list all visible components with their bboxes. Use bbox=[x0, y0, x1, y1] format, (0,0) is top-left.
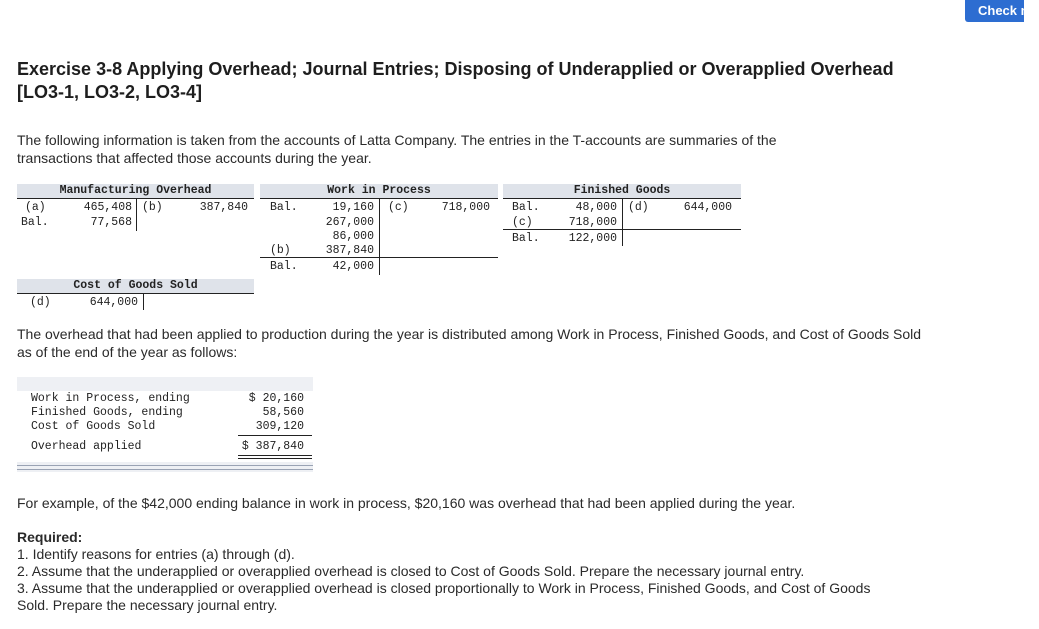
debit-amount: 19,160 bbox=[332, 201, 374, 214]
entry-label: (b) bbox=[270, 244, 291, 257]
entry-label: (b) bbox=[142, 201, 163, 214]
intro-text: The following information is taken from the accounts of Latta Company. The entries in the T-accounts are summaries of the transactions that affected those accounts during the year. bbox=[17, 132, 777, 166]
page-title: Exercise 3-8 Applying Overhead; Journal Entries; Disposing of Underapplied or Overapplied Overhead [LO3-1, LO3-2, LO3-4] bbox=[17, 59, 894, 102]
debit-amount: 267,000 bbox=[325, 216, 374, 229]
entry-label: Bal. bbox=[21, 216, 49, 229]
required-item: 3. Assume that the underapplied or overapplied overhead is closed proportionally to Work in Process, Finished Goods, and Cost of Goods Sold. Prepare the necessary journal entry. bbox=[17, 580, 871, 613]
table-total-amount: $ 387,840 bbox=[241, 440, 304, 453]
debit-amount: 86,000 bbox=[332, 230, 374, 243]
table-row-amount: 58,560 bbox=[262, 406, 304, 419]
table-row-amount: $ 20,160 bbox=[248, 392, 304, 405]
table-row-label: Finished Goods, ending bbox=[31, 406, 183, 419]
debit-amount: 387,840 bbox=[325, 244, 374, 257]
required-item: 2. Assume that the underapplied or overapplied overhead is closed to Cost of Goods Sold. Prepare the necessary journal entry. bbox=[17, 563, 805, 579]
debit-amount: 77,568 bbox=[90, 216, 132, 229]
credit-amount: 644,000 bbox=[683, 201, 732, 214]
distribution-text: The overhead that had been applied to production during the year is distributed among Work in Process, Finished Goods, and Cost of Goods Sold as of the end of the year as follows: bbox=[17, 326, 922, 360]
debit-amount: 122,000 bbox=[568, 232, 617, 245]
required-item: 1. Identify reasons for entries (a) through (d). bbox=[17, 546, 295, 562]
account-title: Cost of Goods Sold bbox=[73, 279, 198, 292]
entry-label: (d) bbox=[30, 296, 51, 309]
account-title: Manufacturing Overhead bbox=[59, 184, 212, 197]
table-total-label: Overhead applied bbox=[31, 440, 142, 453]
entry-label: Bal. bbox=[270, 260, 298, 273]
example-text: For example, of the $42,000 ending balance in work in process, $20,160 was overhead that had been applied during the year. bbox=[17, 495, 796, 511]
table-row-label: Cost of Goods Sold bbox=[31, 420, 156, 433]
entry-label: Bal. bbox=[512, 201, 540, 214]
debit-amount: 42,000 bbox=[332, 260, 374, 273]
entry-label: Bal. bbox=[512, 232, 540, 245]
entry-label: (d) bbox=[628, 201, 649, 214]
debit-amount: 48,000 bbox=[575, 201, 617, 214]
table-row-amount: 309,120 bbox=[255, 420, 304, 433]
required-heading: Required: bbox=[17, 529, 83, 545]
check-my-work-button[interactable]: Check my bbox=[965, 0, 1024, 22]
account-title: Finished Goods bbox=[573, 184, 671, 197]
debit-amount: 465,408 bbox=[83, 201, 132, 214]
entry-label: (c) bbox=[512, 216, 533, 229]
entry-label: (c) bbox=[388, 201, 409, 214]
credit-amount: 718,000 bbox=[441, 201, 490, 214]
entry-label: (a) bbox=[25, 201, 46, 214]
debit-amount: 718,000 bbox=[568, 216, 617, 229]
debit-amount: 644,000 bbox=[89, 296, 138, 309]
entry-label: Bal. bbox=[270, 201, 298, 214]
table-row-label: Work in Process, ending bbox=[31, 392, 190, 405]
account-title: Work in Process bbox=[327, 184, 431, 197]
required-list bbox=[17, 529, 917, 614]
credit-amount: 387,840 bbox=[199, 201, 248, 214]
